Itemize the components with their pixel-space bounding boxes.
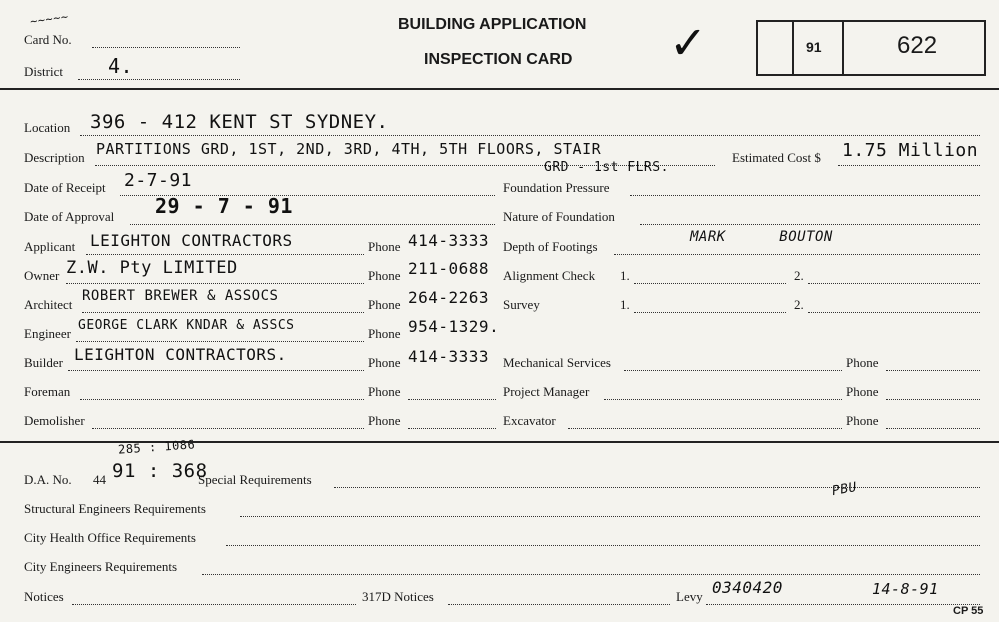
engineer-label: Engineer (24, 326, 71, 341)
excavator-line (568, 428, 842, 429)
special-label: Special Requirements (198, 472, 312, 487)
builder-line (68, 370, 364, 371)
box-divider-2 (842, 20, 844, 74)
depth-footings-label: Depth of Footings (503, 239, 598, 254)
depth-footings-value: MARK BOUTON (690, 229, 833, 245)
engineer-value: GEORGE CLARK KNDAR & ASSCS (78, 318, 295, 333)
engineer-line (76, 341, 364, 342)
nature-foundation-line (640, 224, 980, 225)
survey-num1: 1. (620, 297, 630, 312)
demolisher-phone-line (408, 428, 496, 429)
district-value: 4. (108, 54, 134, 78)
alignment-num2: 2. (794, 268, 804, 283)
estimated-cost-value: 1.75 Million (842, 140, 979, 161)
notices-317-label: 317D Notices (362, 589, 434, 604)
project-manager-phone-label: Phone (846, 384, 879, 399)
excavator-label: Excavator (503, 413, 556, 428)
engineer-phone-value: 954-1329. (408, 317, 500, 336)
levy-date: 14-8-91 (872, 580, 939, 598)
survey-label: Survey (503, 297, 540, 312)
architect-line (82, 312, 364, 313)
structural-label: Structural Engineers Requirements (24, 501, 206, 516)
applicant-value: LEIGHTON CONTRACTORS (90, 231, 293, 250)
mechanical-phone-label: Phone (846, 355, 879, 370)
architect-label: Architect (24, 297, 73, 312)
description-value-line2: GRD - 1st FLRS. (544, 160, 669, 175)
date-approval-label: Date of Approval (24, 209, 115, 224)
notices-line (72, 604, 356, 605)
box-small-number: 91 (806, 39, 822, 55)
footer-code: CP 55 (953, 605, 984, 617)
da-label: D.A. No. (24, 472, 72, 487)
card-no-line (92, 47, 240, 48)
estimated-cost-line (838, 165, 980, 166)
levy-value: 0340420 (712, 578, 783, 597)
foundation-pressure-line (630, 195, 980, 196)
date-receipt-value: 2-7-91 (124, 170, 193, 191)
owner-label: Owner (24, 268, 60, 283)
date-approval-value: 29 - 7 - 91 (155, 194, 293, 218)
date-approval-line (130, 224, 495, 225)
da-above-note: 285 : 1086 (117, 437, 196, 457)
applicant-phone-value: 414-3333 (408, 231, 490, 250)
architect-phone-value: 264-2263 (408, 288, 490, 307)
header-rule (0, 88, 999, 90)
alignment-line-2 (808, 283, 980, 284)
health-line (226, 545, 980, 546)
da-prefix: 44 (93, 472, 106, 487)
box-divider-1 (792, 20, 794, 74)
title-line2: INSPECTION CARD (424, 51, 573, 68)
estimated-cost-label: Estimated Cost $ (732, 150, 821, 165)
alignment-label: Alignment Check (503, 268, 596, 283)
health-label: City Health Office Requirements (24, 530, 196, 545)
survey-line-2 (808, 312, 980, 313)
foreman-phone-line (408, 399, 496, 400)
levy-label: Levy (676, 589, 703, 604)
location-value: 396 - 412 KENT ST SYDNEY. (90, 111, 389, 133)
notices-label: Notices (24, 589, 64, 604)
owner-phone-label: Phone (368, 268, 401, 283)
demolisher-line (92, 428, 364, 429)
demolisher-label: Demolisher (24, 413, 85, 428)
builder-phone-value: 414-3333 (408, 347, 490, 366)
alignment-line-1 (634, 283, 786, 284)
alignment-num1: 1. (620, 268, 630, 283)
description-value: PARTITIONS GRD, 1ST, 2ND, 3RD, 4TH, 5TH FLOORS, STAIR (96, 140, 602, 158)
demolisher-phone-label: Phone (368, 413, 401, 428)
nature-foundation-label: Nature of Foundation (503, 209, 615, 224)
project-manager-line (604, 399, 842, 400)
foreman-label: Foreman (24, 384, 71, 399)
city-eng-line (202, 574, 980, 575)
project-manager-label: Project Manager (503, 384, 590, 399)
architect-value: ROBERT BREWER & ASSOCS (82, 288, 279, 304)
applicant-line (86, 254, 364, 255)
excavator-phone-line (886, 428, 980, 429)
structural-line (240, 516, 980, 517)
description-label: Description (24, 150, 85, 165)
applicant-phone-label: Phone (368, 239, 401, 254)
district-label: District (24, 64, 63, 79)
foundation-pressure-label: Foundation Pressure (503, 180, 610, 195)
owner-phone-value: 211-0688 (408, 259, 490, 278)
owner-line (66, 283, 364, 284)
foreman-phone-label: Phone (368, 384, 401, 399)
notices-317-line (448, 604, 670, 605)
title-line1: BUILDING APPLICATION (398, 16, 587, 33)
foreman-line (80, 399, 364, 400)
check-mark: ✓ (672, 12, 704, 72)
engineer-phone-label: Phone (368, 326, 401, 341)
survey-line-1 (634, 312, 786, 313)
builder-phone-label: Phone (368, 355, 401, 370)
location-line (80, 135, 980, 136)
district-line (78, 79, 240, 80)
owner-value: Z.W. Pty LIMITED (66, 258, 238, 278)
survey-num2: 2. (794, 297, 804, 312)
box-large-number: 622 (897, 32, 938, 59)
mechanical-phone-line (886, 370, 980, 371)
card-number-box (756, 20, 986, 76)
builder-value: LEIGHTON CONTRACTORS. (74, 345, 287, 364)
project-manager-phone-line (886, 399, 980, 400)
city-eng-label: City Engineers Requirements (24, 559, 178, 574)
card-no-label: Card No. (24, 32, 72, 47)
location-label: Location (24, 120, 71, 135)
date-receipt-label: Date of Receipt (24, 180, 106, 195)
applicant-label: Applicant (24, 239, 76, 254)
special-line (334, 487, 980, 488)
mechanical-line (624, 370, 842, 371)
builder-label: Builder (24, 355, 63, 370)
mechanical-label: Mechanical Services (503, 355, 611, 370)
card-no-scribble: ~~~~~ (29, 9, 70, 29)
depth-footings-line (614, 254, 980, 255)
architect-phone-label: Phone (368, 297, 401, 312)
excavator-phone-label: Phone (846, 413, 879, 428)
pbu-note: PBU (830, 479, 859, 500)
levy-line (706, 604, 980, 605)
da-value: 91 : 368 (112, 460, 208, 482)
